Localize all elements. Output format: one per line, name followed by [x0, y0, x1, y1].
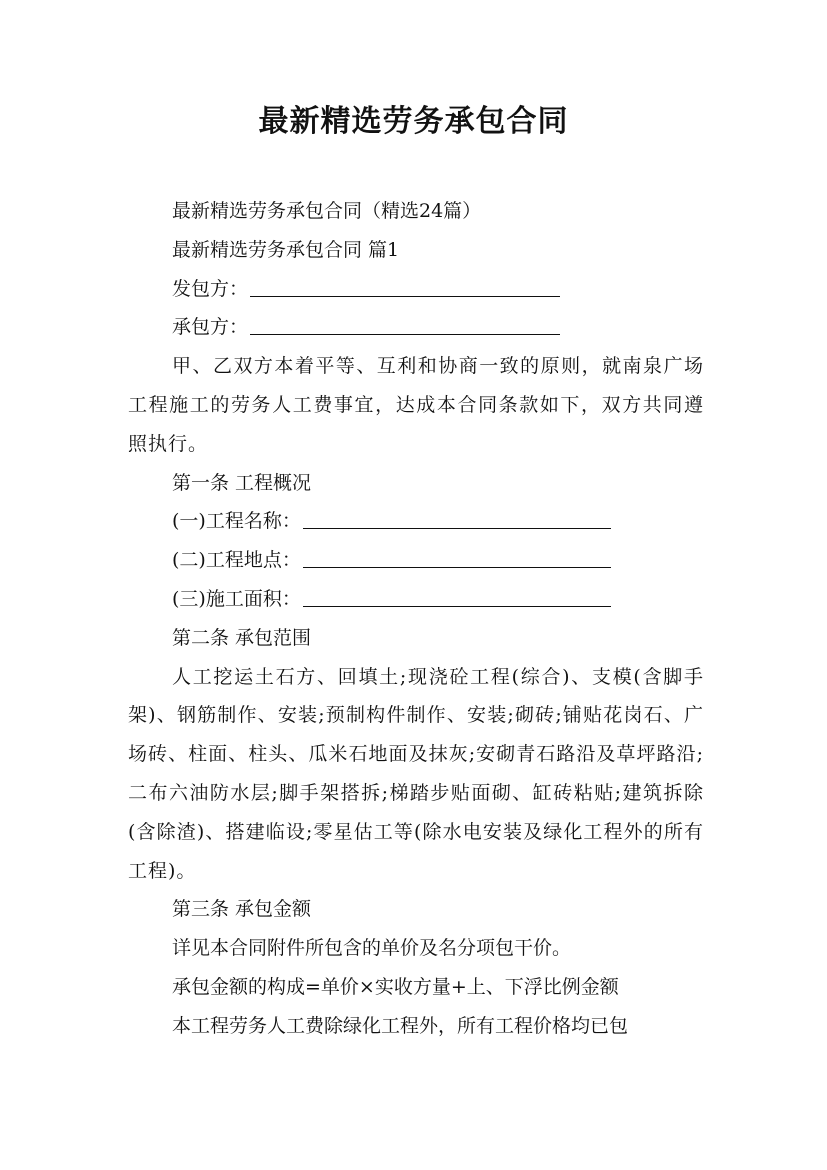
article3-line1: 详见本合同附件所包含的单价及名分项包干价。: [172, 937, 572, 960]
article1-item-name: [128, 502, 704, 541]
intro-paragraph: 甲、乙双方本着平等、互利和协商一致的原则，就南泉广场工程施工的劳务人工费事宜，达成本合同条款如下，双方共同遵照执行。: [128, 355, 704, 455]
article3-title: 第三条 承包金额: [172, 898, 312, 921]
article3-line3: 本工程劳务人工费除绿化工程外，所有工程价格均已包: [172, 1014, 629, 1037]
section-heading: 最新精选劳务承包合同 篇1: [172, 238, 400, 261]
document-title: 最新精选劳务承包合同: [258, 104, 569, 139]
party-a-line: [128, 270, 704, 309]
project-name-label: (一)工程名称：: [172, 510, 301, 533]
project-name-blank: [303, 508, 611, 529]
party-a-label: 发包方：: [172, 277, 249, 300]
party-a-blank: [250, 276, 560, 297]
party-b-line: [128, 308, 704, 347]
document-body: [128, 192, 704, 1046]
article2-title: 第二条 承包范围: [172, 626, 312, 649]
article3-line2: 承包金额的构成=单价×实收方量+上、下浮比例金额: [172, 975, 619, 998]
construction-area-label: (三)施工面积：: [172, 587, 301, 610]
project-location-label: (二)工程地点：: [172, 549, 301, 572]
party-b-label: 承包方：: [172, 316, 249, 339]
article1-item-location: [128, 541, 704, 580]
article1-item-area: [128, 580, 704, 619]
construction-area-blank: [303, 586, 611, 607]
project-location-blank: [303, 547, 611, 568]
article2-paragraph: 人工挖运土石方、回填土;现浇砼工程(综合)、支模(含脚手架)、钢筋制作、安装;预制构件制作、安装;砌砖;铺贴花岗石、广场砖、柱面、柱头、瓜米石地面及抹灰;安砌青石路沿及草坪路沿;二布六油防水层;脚手架搭拆;梯踏步贴面砌、缸砖粘贴;建筑拆除(含除渣)、搭建临设;零星估工等(除水电安装及绿化工程外的所有工程)。: [128, 665, 704, 882]
article1-title: 第一条 工程概况: [172, 471, 312, 494]
document-subtitle: 最新精选劳务承包合同（精选24篇）: [172, 200, 482, 222]
party-b-blank: [250, 314, 560, 335]
